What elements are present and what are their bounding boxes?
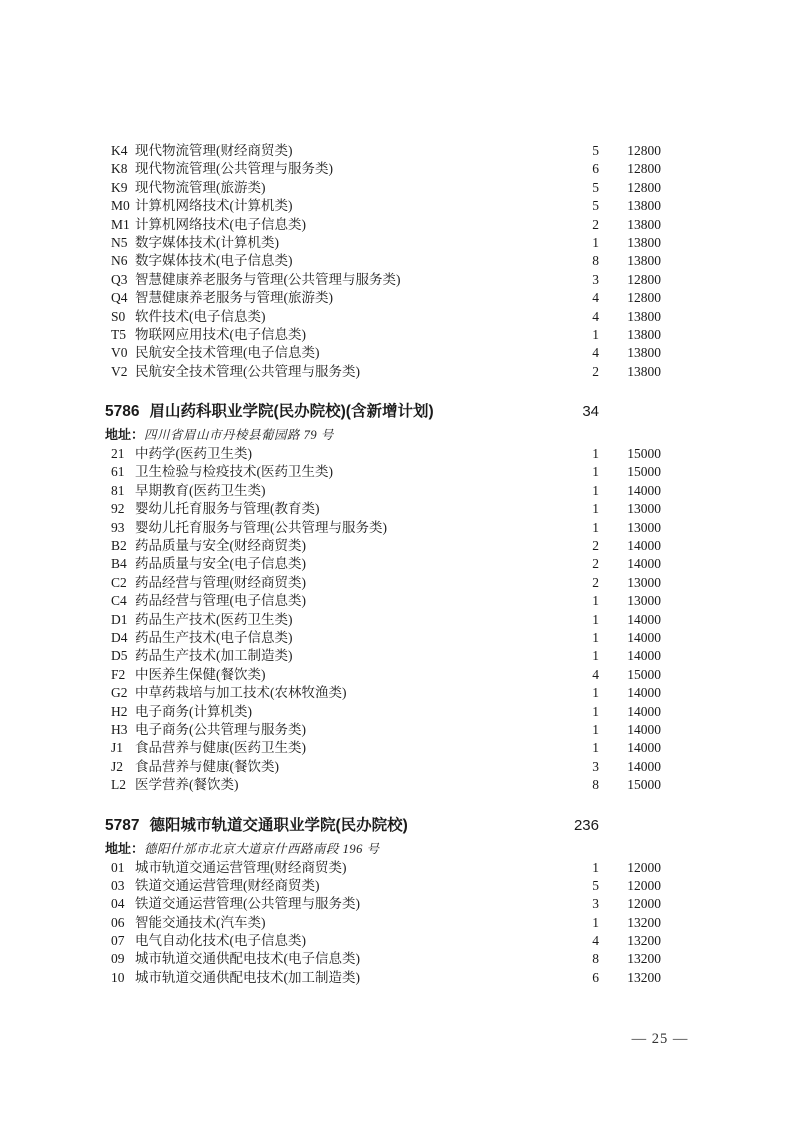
major-name: 铁道交通运营管理(财经商贸类) xyxy=(135,877,320,893)
tuition-fee: 13800 xyxy=(627,308,661,324)
page-number: — 25 — xyxy=(631,1031,689,1047)
major-name: 数字媒体技术(计算机类) xyxy=(135,234,279,250)
major-name: 智能交通技术(汽车类) xyxy=(135,914,266,930)
tuition-fee: 14000 xyxy=(627,648,661,664)
plan-count: 4 xyxy=(592,308,599,324)
major-name: 民航安全技术管理(公共管理与服务类) xyxy=(135,363,360,379)
tuition-fee: 15000 xyxy=(627,464,661,480)
address-label: 地址： xyxy=(105,427,145,443)
major-code: C4 xyxy=(111,593,127,609)
plan-count: 6 xyxy=(592,969,599,985)
major-row xyxy=(105,363,661,381)
major-code: V2 xyxy=(111,363,128,379)
major-code: N6 xyxy=(111,253,128,269)
major-name: 城市轨道交通供配电技术(加工制造类) xyxy=(135,969,360,985)
plan-count: 1 xyxy=(592,611,599,627)
plan-count: 5 xyxy=(592,143,599,158)
major-code: L2 xyxy=(111,777,126,793)
plan-count: 2 xyxy=(592,574,599,590)
major-name: 药品质量与安全(财经商贸类) xyxy=(135,538,306,554)
major-name: 药品质量与安全(电子信息类) xyxy=(135,556,306,572)
plan-count: 2 xyxy=(592,216,599,232)
major-code: 01 xyxy=(111,859,125,875)
tuition-fee: 12000 xyxy=(627,896,661,912)
major-code: M1 xyxy=(111,216,130,232)
plan-count: 5 xyxy=(592,198,599,214)
major-name: 民航安全技术管理(电子信息类) xyxy=(135,345,320,361)
plan-count: 1 xyxy=(592,593,599,609)
plan-count: 1 xyxy=(592,482,599,498)
major-name: 中医养生保健(餐饮类) xyxy=(135,666,266,682)
major-row xyxy=(105,463,661,481)
tuition-fee: 13800 xyxy=(627,253,661,269)
plan-count: 8 xyxy=(592,777,599,793)
plan-count: 4 xyxy=(592,933,599,949)
major-row xyxy=(105,666,661,684)
major-row xyxy=(105,482,661,500)
tuition-fee: 13800 xyxy=(627,345,661,361)
major-name: 现代物流管理(财经商贸类) xyxy=(135,143,293,158)
major-row xyxy=(105,234,661,252)
tuition-fee: 12800 xyxy=(627,161,661,177)
tuition-fee: 14000 xyxy=(627,685,661,701)
major-row xyxy=(105,721,661,739)
major-code: H2 xyxy=(111,703,128,719)
major-code: 03 xyxy=(111,877,125,893)
institution-section xyxy=(105,401,661,794)
major-name: 电子商务(公共管理与服务类) xyxy=(135,721,306,737)
tuition-fee: 13800 xyxy=(627,363,661,379)
major-row xyxy=(105,684,661,702)
institution-plan-total: 236 xyxy=(573,816,599,834)
tuition-fee: 14000 xyxy=(627,703,661,719)
address-text: 德阳什邡市北京大道京什西路南段 196 号 xyxy=(144,841,380,856)
plan-count: 1 xyxy=(592,914,599,930)
plan-count: 1 xyxy=(592,446,599,462)
plan-count: 6 xyxy=(592,161,599,177)
major-code: Q4 xyxy=(111,290,128,306)
plan-count: 4 xyxy=(592,345,599,361)
major-row xyxy=(105,308,661,326)
major-code: 04 xyxy=(111,896,125,912)
major-code: V0 xyxy=(111,345,128,361)
major-code: 07 xyxy=(111,933,125,949)
major-row xyxy=(105,776,661,794)
tuition-fee: 14000 xyxy=(627,758,661,774)
major-row xyxy=(105,252,661,270)
major-row xyxy=(105,445,661,463)
major-code: T5 xyxy=(111,326,126,342)
major-name: 药品经营与管理(电子信息类) xyxy=(135,593,306,609)
major-name: 早期教育(医药卫生类) xyxy=(135,482,266,498)
major-name: 物联网应用技术(电子信息类) xyxy=(135,326,306,342)
tuition-fee: 13800 xyxy=(627,216,661,232)
major-code: 92 xyxy=(111,501,125,517)
major-row xyxy=(105,739,661,757)
major-row xyxy=(105,859,661,877)
major-name: 智慧健康养老服务与管理(旅游类) xyxy=(135,290,333,306)
plan-count: 1 xyxy=(592,859,599,875)
major-row xyxy=(105,647,661,665)
major-row xyxy=(105,216,661,234)
tuition-fee: 13000 xyxy=(627,593,661,609)
plan-count: 3 xyxy=(592,758,599,774)
plan-count: 3 xyxy=(592,896,599,912)
plan-count: 1 xyxy=(592,721,599,737)
major-name: 铁道交通运营管理(公共管理与服务类) xyxy=(135,896,360,912)
major-code: H3 xyxy=(111,721,128,737)
major-name: 计算机网络技术(电子信息类) xyxy=(135,216,306,232)
tuition-fee: 14000 xyxy=(627,629,661,645)
tuition-fee: 12000 xyxy=(627,877,661,893)
tuition-fee: 15000 xyxy=(627,666,661,682)
major-name: 食品营养与健康(餐饮类) xyxy=(135,758,279,774)
address-text: 四川省眉山市丹棱县葡园路 79 号 xyxy=(144,428,334,443)
institution-header xyxy=(105,815,661,836)
plan-count: 1 xyxy=(592,703,599,719)
major-name: 婴幼儿托育服务与管理(教育类) xyxy=(135,501,320,517)
major-row xyxy=(105,197,661,215)
major-row xyxy=(105,629,661,647)
tuition-fee: 12800 xyxy=(627,179,661,195)
plan-count: 1 xyxy=(592,464,599,480)
major-name: 药品生产技术(电子信息类) xyxy=(135,629,293,645)
major-code: M0 xyxy=(111,198,130,214)
major-code: K8 xyxy=(111,161,128,177)
tuition-fee: 13800 xyxy=(627,234,661,250)
major-row xyxy=(105,703,661,721)
plan-count: 8 xyxy=(592,253,599,269)
tuition-fee: 13200 xyxy=(627,933,661,949)
major-name: 中草药栽培与加工技术(农林牧渔类) xyxy=(135,685,347,701)
major-code: F2 xyxy=(111,666,126,682)
address-label: 地址： xyxy=(105,840,145,856)
major-row xyxy=(105,142,661,160)
major-row xyxy=(105,914,661,932)
tuition-fee: 13000 xyxy=(627,501,661,517)
tuition-fee: 13200 xyxy=(627,914,661,930)
plan-count: 2 xyxy=(592,556,599,572)
major-name: 药品生产技术(加工制造类) xyxy=(135,648,293,664)
tuition-fee: 12800 xyxy=(627,271,661,287)
major-row xyxy=(105,611,661,629)
tuition-fee: 14000 xyxy=(627,740,661,756)
major-code: J1 xyxy=(111,740,124,756)
plan-count: 1 xyxy=(592,648,599,664)
major-code: D4 xyxy=(111,629,128,645)
major-code: K9 xyxy=(111,179,128,195)
major-row xyxy=(105,344,661,362)
major-row xyxy=(105,877,661,895)
plan-count: 1 xyxy=(592,629,599,645)
tuition-fee: 15000 xyxy=(627,446,661,462)
plan-count: 1 xyxy=(592,234,599,250)
tuition-fee: 15000 xyxy=(627,777,661,793)
plan-count: 4 xyxy=(592,666,599,682)
major-code: 81 xyxy=(111,482,125,498)
tuition-fee: 14000 xyxy=(627,538,661,554)
major-rows xyxy=(105,445,661,794)
plan-count: 5 xyxy=(592,877,599,893)
major-row xyxy=(105,592,661,610)
tuition-fee: 14000 xyxy=(627,482,661,498)
plan-count: 5 xyxy=(592,179,599,195)
major-name: 婴幼儿托育服务与管理(公共管理与服务类) xyxy=(135,519,387,535)
major-row xyxy=(105,500,661,518)
plan-count: 3 xyxy=(592,271,599,287)
major-code: 93 xyxy=(111,519,125,535)
plan-count: 1 xyxy=(592,501,599,517)
tuition-fee: 14000 xyxy=(627,611,661,627)
major-name: 城市轨道交通供配电技术(电子信息类) xyxy=(135,951,360,967)
institution-section xyxy=(105,142,661,381)
tuition-fee: 14000 xyxy=(627,556,661,572)
major-code: 06 xyxy=(111,914,125,930)
major-code: B4 xyxy=(111,556,127,572)
tuition-fee: 13800 xyxy=(627,326,661,342)
major-code: Q3 xyxy=(111,271,128,287)
plan-count: 2 xyxy=(592,538,599,554)
plan-count: 1 xyxy=(592,740,599,756)
tuition-fee: 12800 xyxy=(627,143,661,158)
institution-header xyxy=(105,401,661,422)
plan-count: 1 xyxy=(592,519,599,535)
major-code: S0 xyxy=(111,308,126,324)
major-name: 城市轨道交通运营管理(财经商贸类) xyxy=(135,859,347,875)
institution-title: 眉山药科职业学院(民办院校)(含新增计划) xyxy=(149,403,434,421)
major-row xyxy=(105,326,661,344)
major-row xyxy=(105,271,661,289)
major-code: D1 xyxy=(111,611,128,627)
tuition-fee: 13200 xyxy=(627,969,661,985)
major-row xyxy=(105,758,661,776)
major-name: 计算机网络技术(计算机类) xyxy=(135,198,293,214)
major-code: K4 xyxy=(111,143,128,158)
major-row xyxy=(105,574,661,592)
major-row xyxy=(105,160,661,178)
major-code: 10 xyxy=(111,969,125,985)
major-code: B2 xyxy=(111,538,127,554)
major-row xyxy=(105,519,661,537)
major-name: 中药学(医药卫生类) xyxy=(135,446,252,462)
major-code: 09 xyxy=(111,951,125,967)
institution-code: 5786 xyxy=(105,403,140,421)
major-name: 数字媒体技术(电子信息类) xyxy=(135,253,293,269)
major-row xyxy=(105,969,661,987)
major-code: 21 xyxy=(111,446,125,462)
tuition-fee: 13000 xyxy=(627,519,661,535)
institution-address xyxy=(105,425,661,445)
institution-plan-total: 34 xyxy=(582,403,599,421)
plan-count: 8 xyxy=(592,951,599,967)
major-rows xyxy=(105,142,661,381)
plan-count: 4 xyxy=(592,290,599,306)
major-row xyxy=(105,895,661,913)
major-code: N5 xyxy=(111,234,128,250)
major-name: 药品生产技术(医药卫生类) xyxy=(135,611,293,627)
major-row xyxy=(105,289,661,307)
major-row xyxy=(105,555,661,573)
institution-section xyxy=(105,815,661,988)
major-row xyxy=(105,932,661,950)
major-name: 电子商务(计算机类) xyxy=(135,703,252,719)
major-name: 卫生检验与检疫技术(医药卫生类) xyxy=(135,464,333,480)
institution-code: 5787 xyxy=(105,816,140,834)
major-row xyxy=(105,179,661,197)
tuition-fee: 13200 xyxy=(627,951,661,967)
major-code: 61 xyxy=(111,464,125,480)
tuition-fee: 12800 xyxy=(627,290,661,306)
tuition-fee: 13000 xyxy=(627,574,661,590)
major-code: G2 xyxy=(111,685,128,701)
major-name: 食品营养与健康(医药卫生类) xyxy=(135,740,306,756)
major-name: 现代物流管理(旅游类) xyxy=(135,179,266,195)
major-name: 软件技术(电子信息类) xyxy=(135,308,266,324)
plan-count: 1 xyxy=(592,685,599,701)
major-name: 电气自动化技术(电子信息类) xyxy=(135,933,306,949)
plan-count: 1 xyxy=(592,326,599,342)
institution-title: 德阳城市轨道交通职业学院(民办院校) xyxy=(149,816,408,834)
major-row xyxy=(105,537,661,555)
major-row xyxy=(105,950,661,968)
tuition-fee: 12000 xyxy=(627,859,661,875)
major-name: 医学营养(餐饮类) xyxy=(135,777,239,793)
plan-count: 2 xyxy=(592,363,599,379)
tuition-fee: 13800 xyxy=(627,198,661,214)
major-code: J2 xyxy=(111,758,124,774)
major-name: 智慧健康养老服务与管理(公共管理与服务类) xyxy=(135,271,401,287)
plan-sections xyxy=(105,142,661,987)
major-code: C2 xyxy=(111,574,127,590)
page-footer xyxy=(622,1031,698,1048)
tuition-fee: 14000 xyxy=(627,721,661,737)
major-name: 现代物流管理(公共管理与服务类) xyxy=(135,161,333,177)
institution-address xyxy=(105,839,661,859)
major-code: D5 xyxy=(111,648,128,664)
major-name: 药品经营与管理(财经商贸类) xyxy=(135,574,306,590)
major-rows xyxy=(105,859,661,988)
